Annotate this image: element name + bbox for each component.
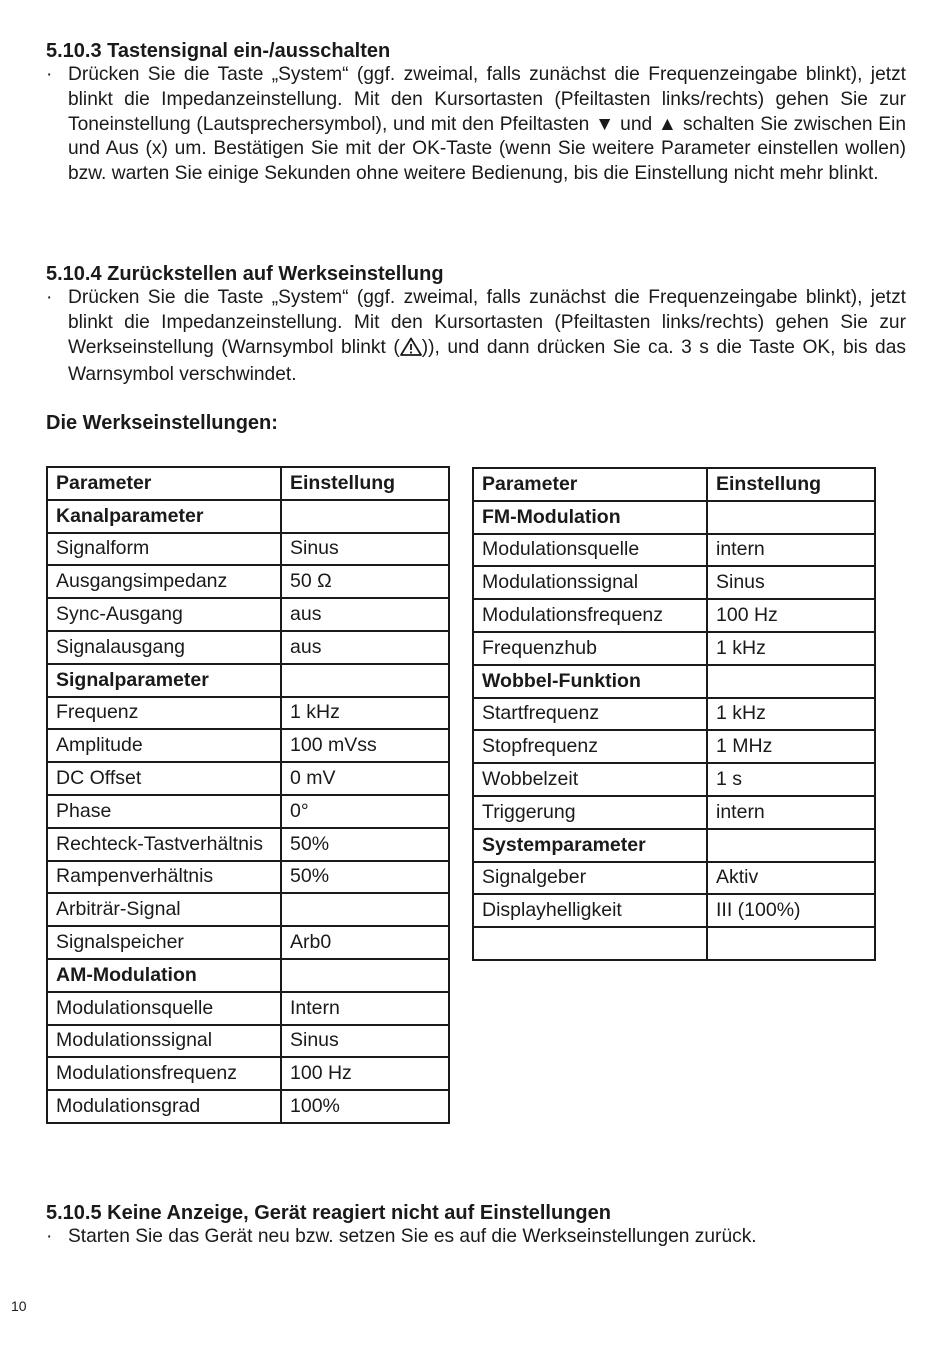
parameter-cell: AM-Modulation: [47, 959, 281, 992]
setting-cell: [707, 501, 875, 534]
setting-cell: III (100%): [707, 894, 875, 927]
setting-cell: 50 Ω: [281, 565, 449, 598]
setting-cell: aus: [281, 598, 449, 631]
setting-cell: intern: [707, 796, 875, 829]
instruction-bullet: · Drücken Sie die Taste „System“ (ggf. zweimal, falls zunächst die Frequenzeingabe blinkt), jetzt blinkt die Impedanzeinstellung. Mit den Kursortasten (Pfeiltasten links/rechts) gehen Sie zur Werkseinstellung (Warnsymbol blinkt ( )), und dann drücken Sie ca. 3 s die Taste OK, bis das Warnsymbol verschwindet.: [46, 287, 906, 386]
parameter-cell: Kanalparameter: [47, 500, 281, 533]
table-header-row: [473, 468, 875, 501]
parameter-cell: Signalspeicher: [47, 926, 281, 959]
table-row: [47, 631, 449, 664]
table-row: [473, 862, 875, 895]
parameter-cell: Parameter: [473, 468, 707, 501]
instruction-bullet: · Drücken Sie die Taste „System“ (ggf. zweimal, falls zunächst die Frequenzeingabe blinkt), jetzt blinkt die Impedanzeinstellung. Mit den Kursortasten (Pfeiltasten links/rechts) gehen Sie zur Toneinstellung (Lautsprechersymbol), und mit den Pfeiltasten ▼ und ▲ schalten Sie zwischen Ein und Aus (x) um. Bestätigen Sie mit der OK-Taste (wenn Sie weitere Parameter einstellen wollen) bzw. warten Sie einige Sekunden ohne weitere Bedienung, bis die Einstellung nicht mehr blinkt.: [46, 64, 907, 185]
table-row: [47, 893, 449, 926]
parameter-cell: Modulationsfrequenz: [473, 599, 707, 632]
setting-cell: Einstellung: [281, 467, 449, 500]
table-group-row: [473, 829, 875, 862]
bullet-dot: ·: [46, 287, 53, 308]
factory-settings-heading: Die Werkseinstellungen:: [46, 412, 278, 434]
table-row: [47, 729, 449, 762]
parameter-cell: Wobbel-Funktion: [473, 665, 707, 698]
table-row: [47, 992, 449, 1025]
table-row: [47, 1090, 449, 1123]
table-group-row: [47, 664, 449, 697]
parameter-cell: Signalgeber: [473, 862, 707, 895]
table-group-row: [473, 665, 875, 698]
setting-cell: [707, 829, 875, 862]
setting-cell: aus: [281, 631, 449, 664]
parameter-cell: Modulationsquelle: [47, 992, 281, 1025]
parameter-cell: DC Offset: [47, 762, 281, 795]
setting-cell: 100 Hz: [707, 599, 875, 632]
parameter-cell: Modulationsquelle: [473, 534, 707, 567]
factory-settings-table-right: [472, 467, 876, 961]
factory-settings-heading-block: [46, 411, 906, 435]
parameter-cell: Amplitude: [47, 729, 281, 762]
setting-cell: 1 s: [707, 763, 875, 796]
setting-cell: 50%: [281, 828, 449, 861]
setting-cell: Sinus: [707, 566, 875, 599]
parameter-cell: Stopfrequenz: [473, 730, 707, 763]
parameter-cell: Systemparameter: [473, 829, 707, 862]
setting-cell: Sinus: [281, 533, 449, 566]
section-heading: 5.10.5 Keine Anzeige, Gerät reagiert nicht auf Einstellungen: [46, 1202, 611, 1224]
bullet-dot: ·: [46, 64, 53, 85]
page-number: 10: [11, 1298, 27, 1314]
section-tastensignal: [46, 39, 906, 187]
setting-cell: 1 MHz: [707, 730, 875, 763]
setting-cell: [707, 927, 875, 960]
parameter-cell: Modulationsfrequenz: [47, 1057, 281, 1090]
warning-triangle-icon: [400, 337, 422, 364]
setting-cell: Einstellung: [707, 468, 875, 501]
table-row: [47, 1025, 449, 1058]
parameter-cell: Rechteck-Tastverhältnis: [47, 828, 281, 861]
parameter-cell: Modulationssignal: [47, 1025, 281, 1058]
parameter-cell: Signalausgang: [47, 631, 281, 664]
parameter-cell: Frequenzhub: [473, 632, 707, 665]
factory-settings-table-left: [46, 466, 450, 1124]
setting-cell: Arb0: [281, 926, 449, 959]
arrow-down-icon: ▼: [595, 113, 615, 135]
section-keine-anzeige: [46, 1201, 906, 1250]
setting-cell: 100 mVss: [281, 729, 449, 762]
bullet-dot: ·: [46, 1226, 53, 1247]
parameter-cell: Displayhelligkeit: [473, 894, 707, 927]
table-row: [47, 926, 449, 959]
section-heading: 5.10.4 Zurückstellen auf Werkseinstellung: [46, 263, 444, 285]
setting-cell: [281, 500, 449, 533]
setting-cell: 1 kHz: [707, 698, 875, 731]
setting-cell: [281, 959, 449, 992]
table-row: [47, 795, 449, 828]
table-row: [47, 598, 449, 631]
parameter-cell: Startfrequenz: [473, 698, 707, 731]
instruction-bullet: · Starten Sie das Gerät neu bzw. setzen Sie es auf die Werkseinstellungen zurück.: [46, 1225, 906, 1250]
setting-cell: Aktiv: [707, 862, 875, 895]
table-group-row: [47, 500, 449, 533]
setting-cell: 50%: [281, 861, 449, 894]
table-row: [47, 828, 449, 861]
setting-cell: 100%: [281, 1090, 449, 1123]
table-header-row: [47, 467, 449, 500]
arrow-up-icon: ▲: [657, 113, 678, 135]
table-row: [47, 1057, 449, 1090]
table-row: [473, 632, 875, 665]
parameter-cell: Triggerung: [473, 796, 707, 829]
section-heading: 5.10.3 Tastensignal ein-/ausschalten: [46, 40, 391, 62]
parameter-cell: Ausgangsimpedanz: [47, 565, 281, 598]
parameter-cell: Modulationssignal: [473, 566, 707, 599]
table-row: [47, 762, 449, 795]
parameter-cell: Arbiträr-Signal: [47, 893, 281, 926]
table-row: [47, 533, 449, 566]
table-row: [473, 894, 875, 927]
table-row: [473, 566, 875, 599]
table-row: [473, 730, 875, 763]
table-group-row: [47, 959, 449, 992]
parameter-cell: Sync-Ausgang: [47, 598, 281, 631]
setting-cell: intern: [707, 534, 875, 567]
table-row: [473, 763, 875, 796]
setting-cell: 1 kHz: [707, 632, 875, 665]
table-row: [473, 927, 875, 960]
setting-cell: [281, 664, 449, 697]
section-werkseinstellung: [46, 262, 906, 388]
parameter-cell: [473, 927, 707, 960]
setting-cell: 0 mV: [281, 762, 449, 795]
parameter-cell: Rampenverhältnis: [47, 861, 281, 894]
parameter-cell: Phase: [47, 795, 281, 828]
table-row: [47, 861, 449, 894]
setting-cell: [707, 665, 875, 698]
parameter-cell: Frequenz: [47, 697, 281, 730]
table-row: [47, 565, 449, 598]
setting-cell: 0°: [281, 795, 449, 828]
table-row: [473, 698, 875, 731]
table-body: [47, 467, 449, 1123]
parameter-cell: Signalparameter: [47, 664, 281, 697]
table-row: [473, 599, 875, 632]
table-row: [47, 697, 449, 730]
parameter-cell: Wobbelzeit: [473, 763, 707, 796]
parameter-cell: Parameter: [47, 467, 281, 500]
setting-cell: 1 kHz: [281, 697, 449, 730]
setting-cell: [281, 893, 449, 926]
table-row: [473, 534, 875, 567]
setting-cell: Sinus: [281, 1025, 449, 1058]
parameter-cell: Signalform: [47, 533, 281, 566]
parameter-cell: FM-Modulation: [473, 501, 707, 534]
table-group-row: [473, 501, 875, 534]
setting-cell: Intern: [281, 992, 449, 1025]
table-body: [473, 468, 875, 960]
table-row: [473, 796, 875, 829]
setting-cell: 100 Hz: [281, 1057, 449, 1090]
parameter-cell: Modulationsgrad: [47, 1090, 281, 1123]
